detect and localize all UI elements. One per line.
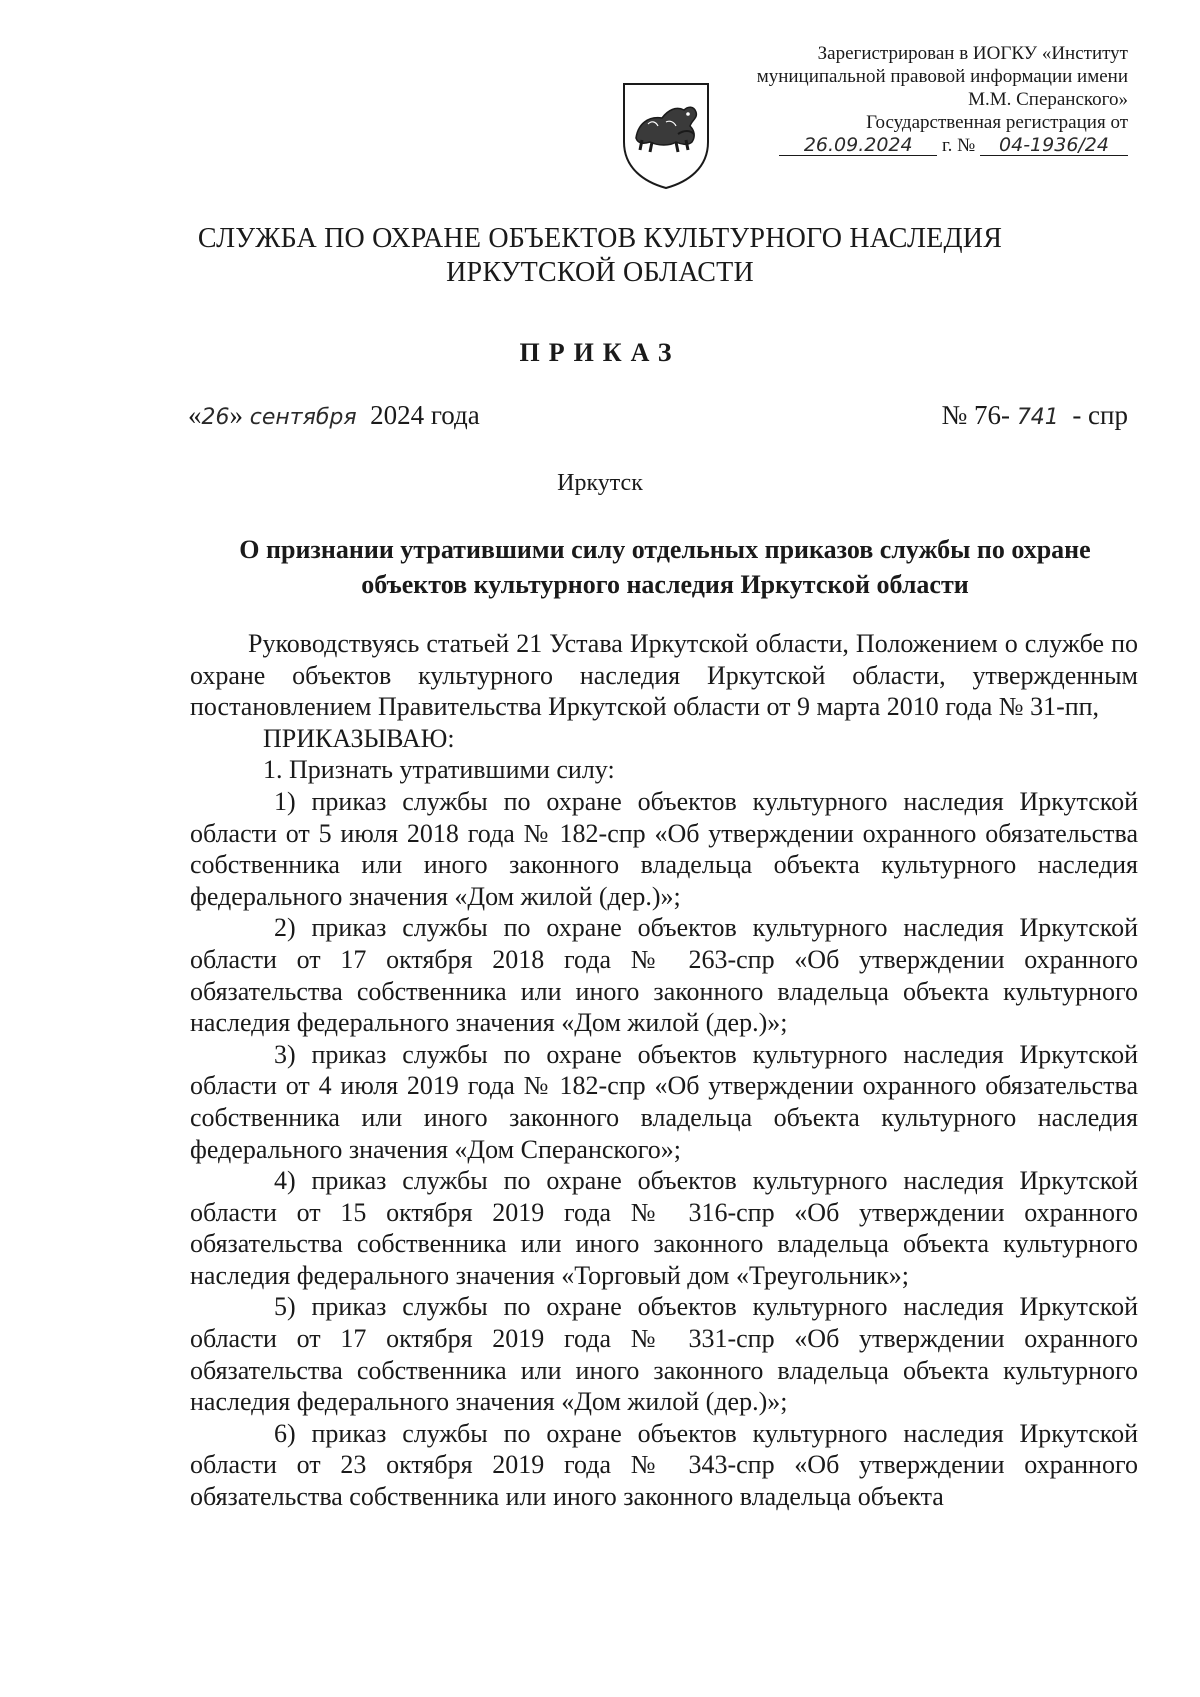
order-number	[942, 400, 1128, 431]
subject-line-2: объектов культурного наследия Иркутской области	[361, 570, 969, 599]
list-item: 4) приказ службы по охране объектов культурного наследия Иркутской области от 15 октября 2019 года № 316-спр «Об утверждении охранного обязательства собственника или иного законного владельца объекта культурного наследия федерального значения «Торговый дом «Треугольник»;	[190, 1166, 1138, 1290]
order-number-suffix: - спр	[1072, 400, 1128, 430]
registration-date-handwritten: 26.09.2024	[779, 135, 937, 156]
date-open-quote: «	[188, 400, 202, 430]
date-month-handwritten: сентября	[249, 405, 357, 430]
document-type-title: ПРИКАЗ	[519, 338, 681, 367]
date-day-handwritten: 26	[201, 405, 230, 430]
document-body	[190, 628, 1138, 1513]
registration-line-4: Государственная регистрация от	[866, 112, 1128, 133]
subject-line-1: О признании утратившими силу отдельных приказов службы по охране	[239, 535, 1091, 564]
order-date	[188, 400, 480, 431]
preamble-paragraph: Руководствуясь статьей 21 Устава Иркутской области, Положением о службе по охране объектов культурного наследия Иркутской области, утвержденным постановлением Правительства Иркутской области от 9 марта 2010 года № 31-пп,	[190, 629, 1138, 722]
registration-line-1: Зарегистрирован в ИОГКУ «Институт	[817, 43, 1128, 64]
list-item: 5) приказ службы по охране объектов культурного наследия Иркутской области от 17 октября 2019 года № 331-спр «Об утверждении охранного обязательства собственника или иного законного владельца объекта культурного наследия федерального значения «Дом жилой (дер.)»;	[190, 1292, 1138, 1417]
document-subject	[190, 532, 1140, 602]
list-item: 3) приказ службы по охране объектов культурного наследия Иркутской области от 4 июля 2019 года № 182-спр «Об утверждении охранного обязательства собственника или иного законного владельца объекта культурного наследия федерального значения «Дом Сперанского»;	[190, 1039, 1138, 1164]
registration-stamp	[688, 42, 1128, 157]
date-close-quote: »	[229, 400, 243, 430]
list-item: 6) приказ службы по охране объектов культурного наследия Иркутской области от 23 октября 2019 года № 343-спр «Об утверждении охранного обязательства собственника или иного законного владельца объекта	[190, 1418, 1138, 1512]
organization-name-line-2: ИРКУТСКОЙ ОБЛАСТИ	[446, 257, 754, 288]
registration-line-3: М.М. Сперанского»	[968, 89, 1128, 110]
list-item: 1) приказ службы по охране объектов культурного наследия Иркутской области от 5 июля 2018 года № 182-спр «Об утверждении охранного обязательства собственника или иного законного владельца объекта культурного наследия федерального значения «Дом жилой (дер.)»;	[190, 786, 1138, 911]
order-number-handwritten: 741	[1016, 405, 1059, 430]
list-item: 2) приказ службы по охране объектов культурного наследия Иркутской области от 17 октября 2018 года № 263-спр «Об утверждении охранного обязательства собственника или иного законного владельца объекта культурного наследия федерального значения «Дом жилой (дер.)»;	[190, 913, 1138, 1038]
city-name: Иркутск	[557, 470, 643, 496]
date-year: 2024 года	[370, 400, 480, 430]
organization-name-line-1: СЛУЖБА ПО ОХРАНЕ ОБЪЕКТОВ КУЛЬТУРНОГО НАСЛЕДИЯ	[197, 223, 1003, 254]
order-number-prefix: № 76-	[941, 400, 1011, 430]
organization-header	[0, 222, 1200, 290]
registration-line-2: муниципальной правовой информации имени	[756, 66, 1128, 87]
point-1-paragraph: 1. Признать утратившими силу:	[263, 755, 615, 785]
registration-line-5	[688, 134, 1128, 157]
registration-number-handwritten: 04-1936/24	[980, 135, 1128, 156]
registration-number-label: г. №	[941, 135, 976, 156]
command-paragraph: ПРИКАЗЫВАЮ:	[263, 723, 455, 753]
